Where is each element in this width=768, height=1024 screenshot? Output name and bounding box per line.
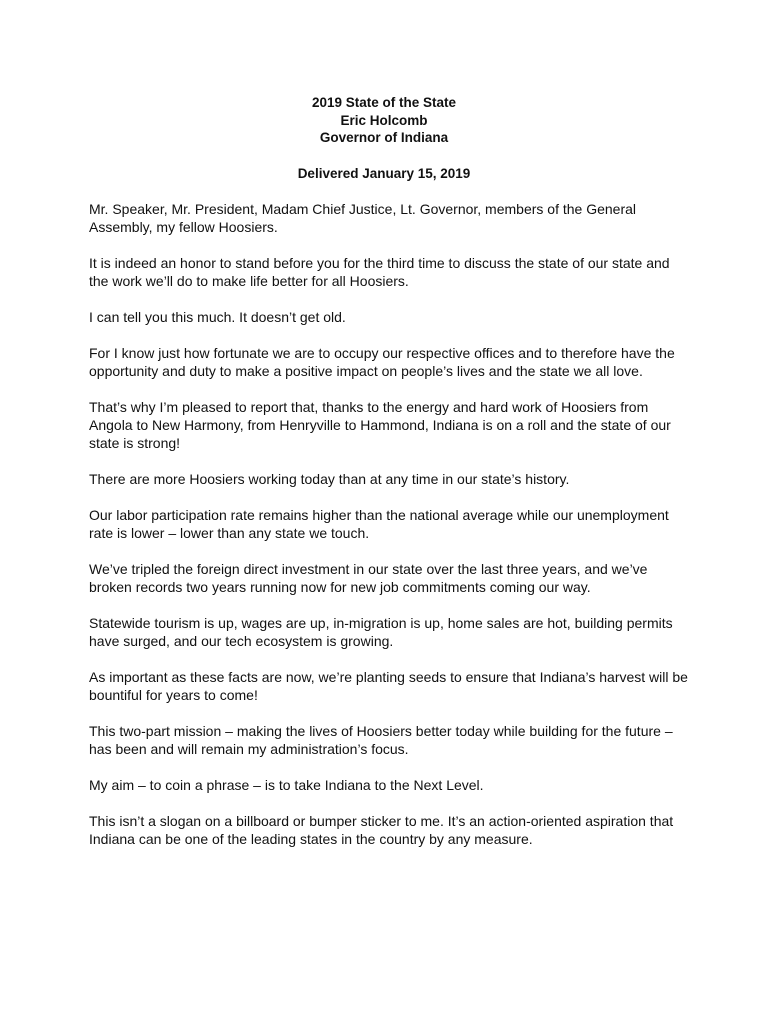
document-title: 2019 State of the State	[311, 95, 457, 110]
paragraph: It is indeed an honor to stand before you for the third time to discuss the state of our state and the work we’ll do to make life better for all Hoosiers.	[89, 255, 670, 289]
delivery-date: Delivered January 15, 2019	[297, 165, 471, 181]
paragraph: This two-part mission – making the lives of Hoosiers better today while building for the future – has been and will remain my administration’s focus.	[89, 723, 673, 757]
paragraph: For I know just how fortunate we are to occupy our respective offices and to therefore have the opportunity and duty to make a positive impact on people’s lives and the state we all love.	[89, 345, 675, 379]
paragraph: That’s why I’m pleased to report that, thanks to the energy and hard work of Hoosiers from Angola to New Harmony, from Henryville to Hammond, Indiana is on a roll and the state of our state is strong!	[89, 399, 671, 451]
paragraph: This isn’t a slogan on a billboard or bumper sticker to me. It’s an action-oriented aspiration that Indiana can be one of the leading states in the country by any measure.	[89, 813, 674, 847]
paragraph: Mr. Speaker, Mr. President, Madam Chief Justice, Lt. Governor, members of the General Assembly, my fellow Hoosiers.	[89, 201, 637, 235]
speaker-office: Governor of Indiana	[319, 130, 449, 145]
speaker-name: Eric Holcomb	[340, 112, 428, 128]
document-header	[0, 94, 768, 182]
speech-body	[89, 200, 689, 866]
paragraph: As important as these facts are now, we’re planting seeds to ensure that Indiana’s harvest will be bountiful for years to come!	[89, 669, 688, 703]
paragraph: Our labor participation rate remains higher than the national average while our unemployment rate is lower – lower than any state we touch.	[89, 507, 669, 541]
paragraph: We’ve tripled the foreign direct investment in our state over the last three years, and we’ve broken records two years running now for new job commitments coming our way.	[89, 561, 648, 595]
paragraph: Statewide tourism is up, wages are up, in-migration is up, home sales are hot, building permits have surged, and our tech ecosystem is growing.	[89, 615, 673, 649]
paragraph: My aim – to coin a phrase – is to take Indiana to the Next Level.	[89, 777, 484, 793]
paragraph: I can tell you this much. It doesn’t get old.	[89, 309, 346, 325]
paragraph: There are more Hoosiers working today than at any time in our state’s history.	[89, 471, 570, 487]
